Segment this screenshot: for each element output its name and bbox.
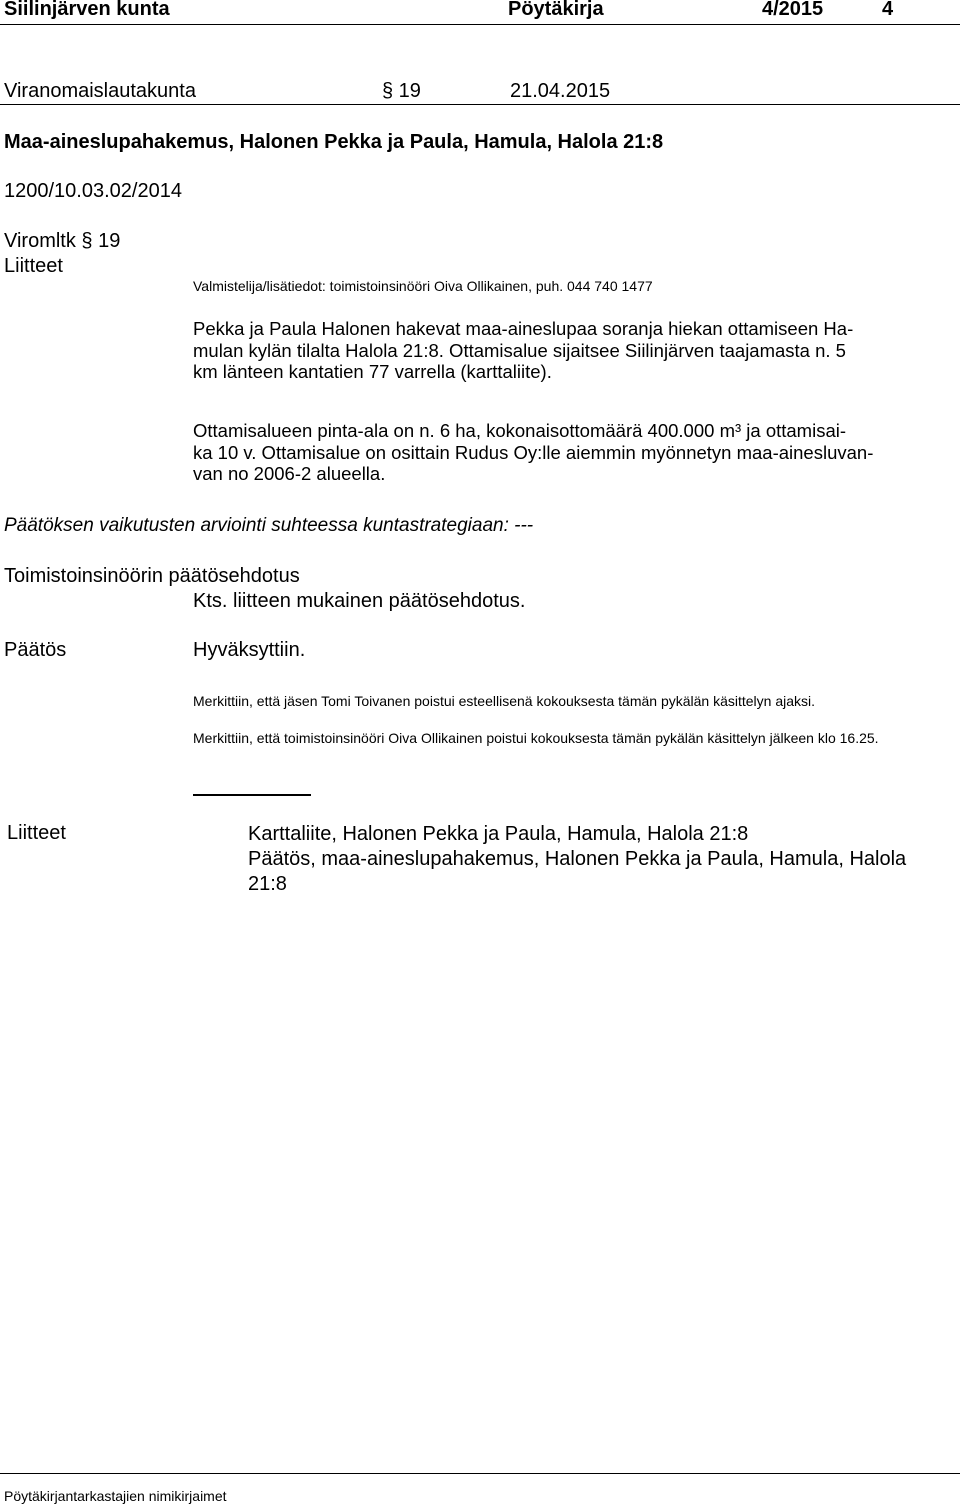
departure-note: Merkittiin, että toimistoinsinööri Oiva Ollikainen poistui kokouksesta tämän pykälän käsittelyn jälkeen klo 16.25. [193,730,879,746]
impact-assessment: Päätöksen vaikutusten arviointi suhteessa kuntastrategiaan: --- [4,515,534,536]
paragraph-line: ka 10 v. Ottamisalue on osittain Rudus Oy:lle aiemmin myönnetyn maa-ainesluvan- [193,441,874,463]
signatures-label: Pöytäkirjantarkastajien nimikirjaimet [4,1488,227,1504]
board-name: Viranomaislautakunta [4,80,196,102]
section-end-rule [193,794,311,796]
decision-label: Päätös [4,639,67,661]
paragraph-line: km länteen kantatien 77 varrella (karttaliite). [193,361,552,382]
section-number: § 19 [382,80,421,102]
recusal-note: Merkittiin, että jäsen Tomi Toivanen poistui esteellisenä kokouksesta tämän pykälän käsittelyn ajaksi. [193,693,816,709]
attachments-label: Liitteet [7,822,66,844]
decision-text: Hyväksyttiin. [193,639,306,661]
document-type: Pöytäkirja [508,0,604,20]
meeting-date: 21.04.2015 [510,80,611,102]
organization-name: Siilinjärven kunta [4,0,170,20]
paragraph-line: van no 2006-2 alueella. [193,463,386,484]
paragraph-line: Ottamisalueen pinta-ala on n. 6 ha, kokonaisottomäärä 400.000 m³ ja ottamisai- [193,420,847,441]
reference-line: Viromltk § 19 [4,230,121,252]
page-number: 4 [882,0,894,20]
reference-attachments: Liitteet [4,255,63,277]
attachment-item: Karttaliite, Halonen Pekka ja Paula, Hamula, Halola 21:8 [248,823,749,845]
paragraph-line: mulan kylän tilalta Halola 21:8. Ottamisalue sijaitsee Siilinjärven taajamasta n. 5 [193,339,846,361]
proposal-text: Kts. liitteen mukainen päätösehdotus. [193,590,526,612]
description-paragraph [193,318,953,383]
diary-number: 1200/10.03.02/2014 [4,180,182,202]
meeting-divider [0,104,960,105]
area-paragraph [193,420,953,485]
item-title: Maa-aineslupahakemus, Halonen Pekka ja Paula, Hamula, Halola 21:8 [4,131,664,153]
attachment-item: 21:8 [248,873,287,895]
paragraph-line: Pekka ja Paula Halonen hakevat maa-aineslupaa soranja hiekan ottamiseen Ha- [193,318,854,339]
minutes-number: 4/2015 [762,0,824,20]
attachment-item: Päätös, maa-aineslupahakemus, Halonen Pekka ja Paula, Hamula, Halola [248,848,907,870]
footer-divider [0,1473,960,1474]
proposal-heading: Toimistoinsinöörin päätösehdotus [4,565,300,587]
preparer-info: Valmistelija/lisätiedot: toimistoinsinööri Oiva Ollikainen, puh. 044 740 1477 [193,278,653,294]
header-divider [0,24,960,25]
attachments-list [248,822,906,897]
